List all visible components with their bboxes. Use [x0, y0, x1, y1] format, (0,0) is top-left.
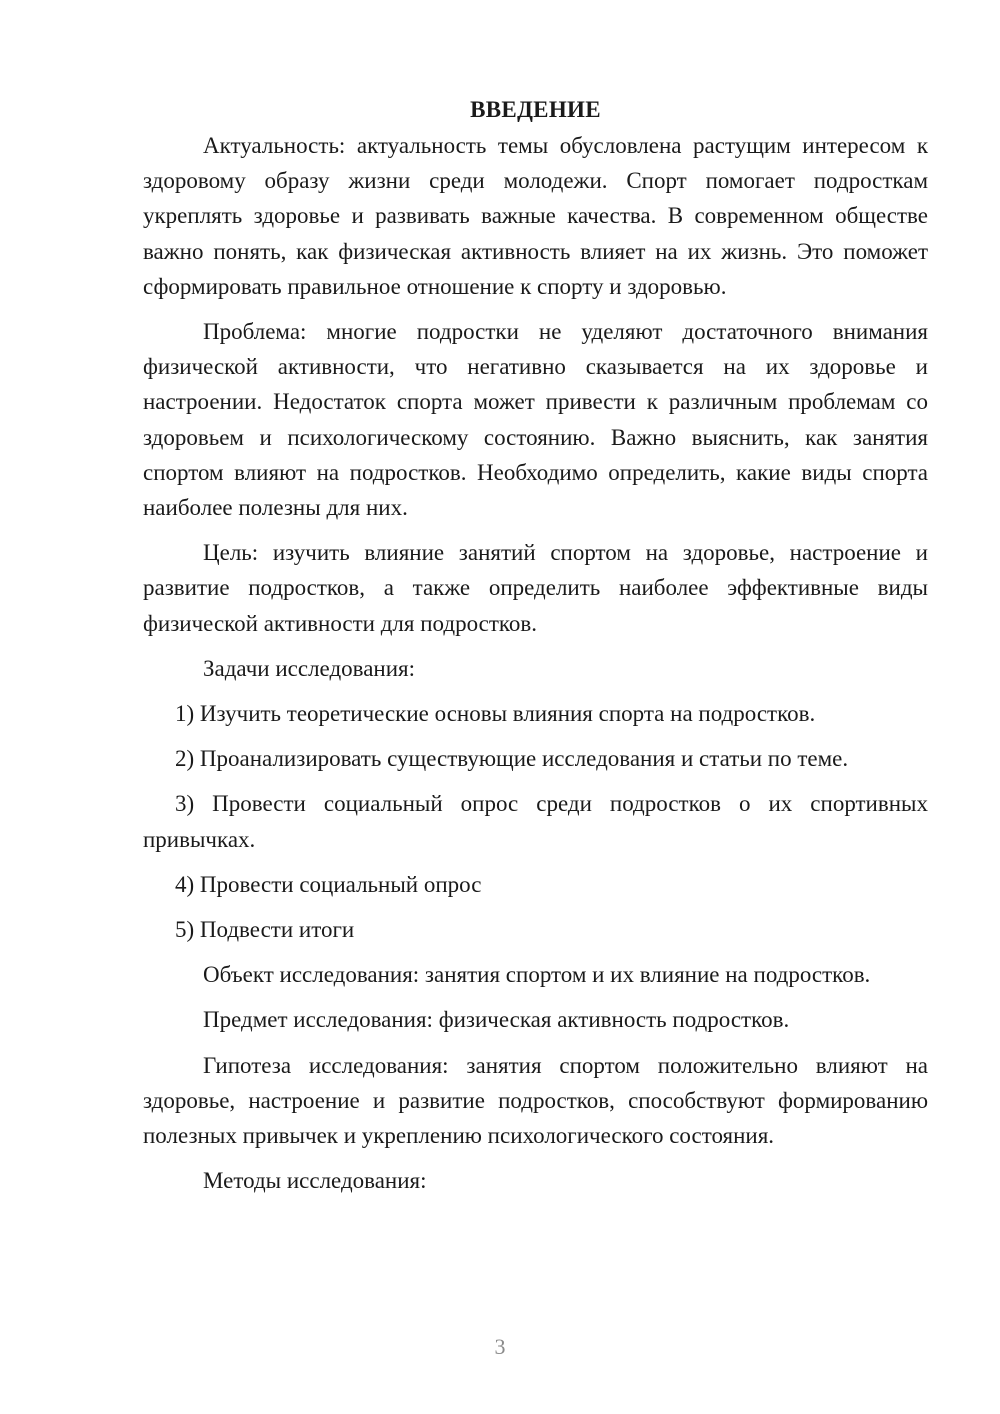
task-item-3: 3) Провести социальный опрос среди подростков о их спортивных привычках. — [143, 791, 928, 852]
task-item-2: 2) Проанализировать существующие исследования и статьи по теме. — [175, 746, 849, 772]
hypothesis-paragraph: Гипотеза исследования: занятия спортом положительно влияют на здоровье, настроение и развитие подростков, способствуют формированию полезных привычек и укреплению психологического состояния. — [143, 1052, 928, 1149]
tasks-title: Задачи исследования: — [203, 655, 416, 681]
goal-paragraph: Цель: изучить влияние занятий спортом на здоровье, настроение и развитие подростков, а также определить наиболее эффективные виды физической активности для подростков. — [143, 540, 928, 636]
methods-title: Методы исследования: — [203, 1168, 427, 1194]
task-item-4: 4) Провести социальный опрос — [175, 871, 482, 897]
subject-paragraph: Предмет исследования: физическая активность подростков. — [203, 1007, 790, 1033]
page-number: 3 — [494, 1334, 506, 1359]
task-item-1: 1) Изучить теоретические основы влияния спорта на подростков. — [175, 701, 816, 727]
document-page — [143, 92, 928, 1208]
relevance-paragraph: Актуальность: актуальность темы обусловлена растущим интересом к здоровому образу жизни среди молодежи. Спорт помогает подросткам укреплять здоровье и развивать важные качества. В современном обществе важно понять, как физическая активность влияет на их жизнь. Это поможет сформировать правильное отношение к спорту и здоровью. — [143, 133, 928, 299]
problem-paragraph: Проблема: многие подростки не уделяют достаточного внимания физической активности, что негативно сказывается на их здоровье и настроении. Недостаток спорта может привести к различным проблемам со здоровьем и психологическому состоянию. Важно выяснить, как занятия спортом влияют на подростков. Необходимо определить, какие виды спорта наиболее полезны для них. — [143, 319, 928, 521]
task-item-5: 5) Подвести итоги — [175, 917, 355, 943]
section-heading: ВВЕДЕНИЕ — [470, 97, 601, 122]
object-paragraph: Объект исследования: занятия спортом и их влияние на подростков. — [203, 962, 871, 988]
